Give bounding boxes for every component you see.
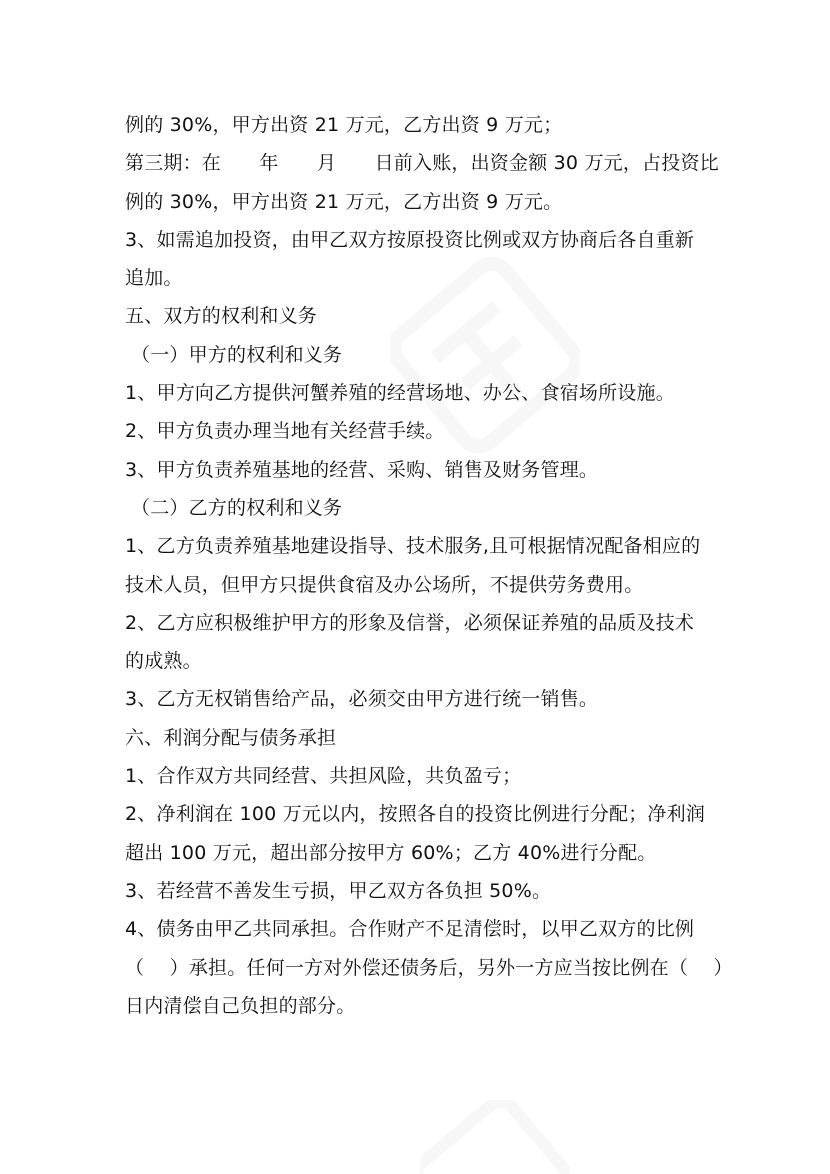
text-line: 超出 100 万元，超出部分按甲方 60%；乙方 40%进行分配。 <box>125 841 657 864</box>
text-line: 第三期：在 年 月 日前入账，出资金额 30 万元，占投资比 <box>125 152 719 175</box>
text-line: 3、甲方负责养殖基地的经营、采购、销售及财务管理。 <box>125 458 599 481</box>
text-line: 2、甲方负责办理当地有关经营手续。 <box>125 420 445 443</box>
watermark-logo-bottom <box>420 1100 570 1174</box>
text-line: 1、合作双方共同经营、共担风险，共负盈亏； <box>125 765 522 788</box>
text-line: 例的 30%，甲方出资 21 万元，乙方出资 9 万元； <box>125 114 563 136</box>
text-line: 1、甲方向乙方提供河蟹养殖的经营场地、办公、食宿场所设施。 <box>125 382 675 405</box>
subsection-heading: （二）乙方的权利和义务 <box>131 496 343 519</box>
text-line: 例的 30%，甲方出资 21 万元，乙方出资 9 万元。 <box>125 190 563 213</box>
text-line: 日内清偿自己负担的部分。 <box>125 994 356 1017</box>
text-line: 3、若经营不善发生亏损，甲乙双方各负担 50%。 <box>125 879 552 902</box>
document-body <box>125 106 733 1025</box>
text-line: 1、乙方负责养殖基地建设指导、技术服务,且可根据情况配备相应的 <box>125 535 701 558</box>
text-line: 4、债务由甲乙共同承担。合作财产不足清偿时，以甲乙双方的比例 <box>125 918 695 941</box>
text-line: 追加。 <box>125 267 183 290</box>
text-line: 3、乙方无权销售给产品，必须交由甲方进行统一销售。 <box>125 688 599 711</box>
text-line: 3、如需追加投资，由甲乙双方按原投资比例或双方协商后各自重新 <box>125 228 695 251</box>
text-line: 的成熟。 <box>125 650 202 673</box>
section-heading: 六、利润分配与债务承担 <box>125 726 337 749</box>
text-line: 2、乙方应积极维护甲方的形象及信誉，必须保证养殖的品质及技术 <box>125 611 695 634</box>
text-line: （ ）承担。任何一方对外偿还债务后，另外一方应当按比例在（ ） <box>125 956 733 979</box>
text-line: 技术人员，但甲方只提供食宿及办公场所，不提供劳务费用。 <box>125 573 644 596</box>
section-heading: 五、双方的权利和义务 <box>125 305 318 328</box>
subsection-heading: （一）甲方的权利和义务 <box>131 343 343 366</box>
text-line: 2、净利润在 100 万元以内，按照各自的投资比例进行分配；净利润 <box>125 803 706 826</box>
